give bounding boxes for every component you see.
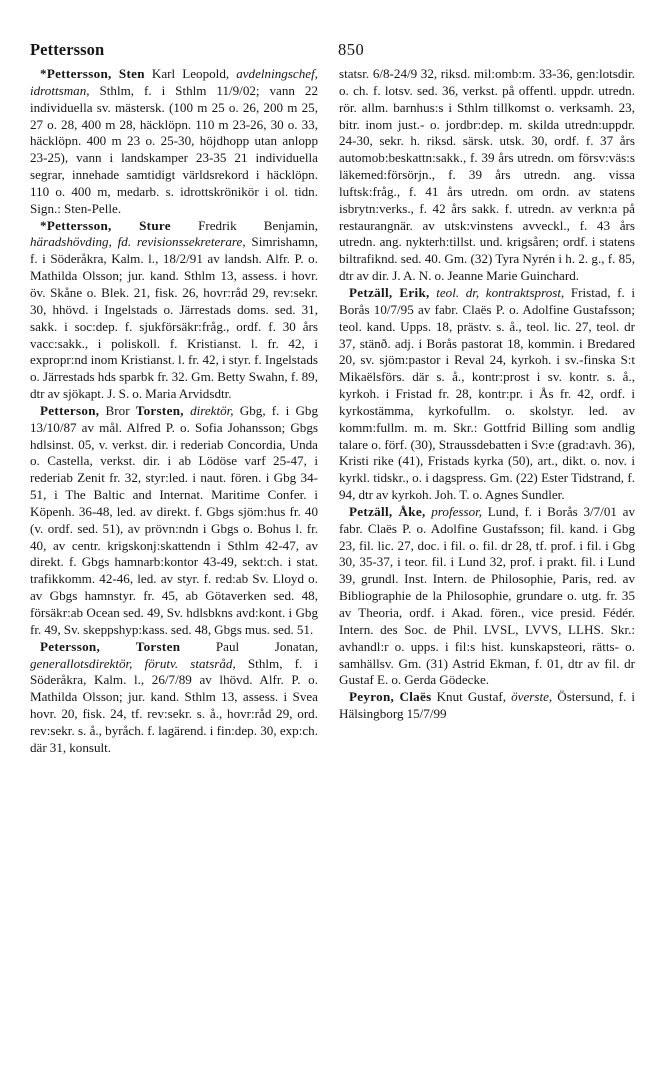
entry-sture-pettersson: [30, 218, 318, 403]
entry-title: överste,: [511, 689, 553, 705]
entry-given-names: Fredrik Benjamin,: [170, 217, 318, 233]
entry-given-names: Paul Jonatan,: [180, 638, 318, 654]
entry-title: direktör,: [183, 402, 234, 418]
entry-body: statsr. 6/8-24/9 32, riksd. mil:omb:m. 33-36, gen:lotsdir. o. ch. f. lotsv. sed. 36, verkst. på offentl. uppdr. utredn. rör. allm. barnhus:s i Sthlm tillkomst o. verksamh. 23, bitr. inom just.- o. jordbr:dep. m. skilda utredn:uppdr. 24-30, sekr. h. riksd. särsk. utsk. 30, ordf. f. 37 års automob:beskattn:sakk., f. 39 års utredn. om försv:väs:s läkemed:försörjn., f. 39 års utredn. ang. vissa luftsk:fråg., f. 41 års utredn. om ordn. av statens isbrytn:verks., f. 42 års sakk. f. utredn. av verkn:a på restaurangnär. av utsk:vinstens avveckl., f. 43 års utredn. ang. nykterh:tillst. und. krigsåren; ordf. i statens biltrafiknd. sed. 40. Gm. (32) Tyra Nyrén i h. 2. g., f. 85, dtr av dir. J. A. N. o. Jeanne Marie Guinchard.: [339, 66, 635, 284]
entry-body: Simrishamn, f. i Söderåkra, Kalm. l., 18/2/91 av landsh. Alfr. P. o. Mathilda Olsson; jur. kand. Sthlm 13, assess. i hovr. öv. Skåne o. Blek. 21, fisk. 26, hovr:råd 29, rev:sekr. 30, hhövd. i Ingelstads o. Järrestads doms. sed. 31, sakk. i soc:dep. f. sjukförsäkr:fråg., ordf. f. 30 års vacc:sakk., i poliskoll. f. Kristianst. l. fr. 42, i expropr:nd inom Kristianst. l. fr. 42, i styr. f. Ingelstads o. Järrestads hds sparbk fr. 32. Gm. Betty Swahn, f. 89, dtr av sjökapt. J. S. o. Maria Arvidsdtr.: [30, 234, 318, 402]
running-head: Pettersson: [30, 40, 105, 59]
entry-torsten-petterson: [30, 403, 318, 639]
left-column: [30, 66, 318, 757]
entry-body: Lund, f. i Borås 3/7/01 av fabr. Claës P. o. Adolfine Gustafsson; fil. kand. i Gbg 23, fil. lic. 27, doc. i fil. o. fil. dr 28, tf. prof. i fil. i Gbg 30, 35-37, i teor. fil. i Lund 32, prof. i prakt. fil. i Lund 39, grundl. Inst. Intern. de Philosophie, Paris, red. av Bibliographie de la Philosophie, grundare o. utg. fr. 35 av Theoria, ordf. i Akad. fören., vice presid. Fédér. Intern. des Soc. de Phil. LVSL, LVVS, LLHS. Skr.: avhandl:r o. upps. i fil:s hist. kunskapsteori, rätts- o. samhällsv. Gm. (31) Astrid Ekman, f. 01, dtr av fil. dr Gustaf E. o. Gerda Gödecke.: [339, 503, 635, 688]
entry-continuation: [339, 66, 635, 285]
page-header: [30, 40, 634, 64]
entry-name: *Pettersson, Sture: [40, 217, 171, 233]
entry-torsten-petersson: [30, 639, 318, 757]
entry-body: Östersund, f. i Hälsingborg 15/7/99: [339, 689, 635, 722]
entry-name: Petterson,: [40, 402, 100, 418]
entry-name: Petzäll, Åke,: [349, 503, 426, 519]
entry-sten-pettersson: [30, 66, 318, 218]
entry-title: generallotsdirektör, förutv. statsråd,: [30, 655, 236, 671]
entry-title: teol. dr, kontraktsprost,: [429, 284, 565, 300]
entry-given-names: Bror: [99, 402, 136, 418]
entry-name: Peyron, Claës: [349, 689, 432, 705]
entry-ake-petzall: [339, 504, 635, 689]
entry-claes-peyron: [339, 689, 635, 723]
entry-given-names: Karl Leopold,: [144, 66, 237, 81]
entry-erik-petzall: [339, 285, 635, 504]
entry-body: Gbg, f. i Gbg 13/10/87 av mål. Alfred P. o. Sofia Johansson; Gbgs hdlsinst. 05, v. verkst. dir. i rederiab Concordia, Unda o. Castella, verkst. dir. i ab Lödöse varf 25-47, i rederiab Zenit fr. 32, styr:led. i naut. fören. i Gbg 34-51, i The Baltic and Internat. Maritime Confer. i Köpenh. 36-48, led. av direkt. f. Gbgs sjöm:hus fr. 40 (v. ordf. sed. 51), av prövn:ndn i Gbgs o. Bohus l. fr. 40, av centr. krigskonj:skattendn i Sthlm 42-47, av direkt. f. Gbgs hamnarb:kontor 43-49, sekt:ch. i stat. trafikkomm. 42-46, led. av styr. f. red:ab Sv. Lloyd o. av Gbgs hamnstyr. fr. 45, ab Götaverken sed. 48, försäkr:ab Ocean sed. 49, Sv. hdlsbkns avd:kont. i Gbg fr. 49, Sv. skeppshyp:kass. sed. 48, Gbgs mus. sed. 51.: [30, 402, 318, 637]
entry-title: häradshövding, fd. revisionssekreterare,: [30, 234, 246, 250]
entry-body: Sthlm, f. i Söderåkra, Kalm. l., 26/7/89 av lhövd. Alfr. P. o. Mathilda Olsson; jur. kand. Sthlm 13, assess. i Svea hovr. 20, fisk. 24, tf. rev:sekr. s. å., hovr:råd 29, ord. rev:sekr. s. å., byråch. f. lagärend. i fin:dep. 30, exp:ch. där 31, konsult.: [30, 655, 318, 755]
entry-body: Fristad, f. i Borås 10/7/95 av fabr. Claës P. o. Adolfine Gustafsson; teol. kand. Upps. 18, prästv. s. å., teol. lic. 27, teol. dr 37, stänð. adj. i Borås pastorat 18, kommin. i Bredared 20, sv. sjöm:pastor i Reval 24, kyrkoh. i sv.-finska S:t Mikaëlsförs. där s. å., kontr:prost i sv. kontr. s. å., kyrkoh. i Fristad fr. 28, kontr:pr. i Ås fr. 42, ordf. i kyrkostämma, kyrkofullm. o. skolstyr. led. av komm:fullm. m. m. Skr.: Gottfrid Billing som andlig talare o. förf. (30), Straussdebatten i Sv:e (grad:avh. 36), Kristi rike (41), Fristads kyrka (50), art., dikt. o. nov. i kyrkl. tidskr., o. i dagspress. Gm. (22) Ester Tidstrand, f. 94, dtr av kyrkoh. Joh. T. o. Agnes Sundler.: [339, 284, 635, 503]
entry-title: professor,: [425, 503, 483, 519]
entry-body: Sthlm, f. i Sthlm 11/9/02; vann 22 individuella sv. mästersk. (100 m 25 o. 26, 200 m 25, 27 o. 28, 400 m 28, häcklöpn. 110 m 23-26, 30 o. 33, häcklöpn. 400 m 23 o. 25-30, höjdhopp utan anlopp 23-25), vann i landskamper 23-35 21 individuella segrar, innehade samtidigt världsrekord i häcklöpn. 110 o. 400 m, medarb. s. idrottskrönikör i ol. tidn. Sign.: Sten-Pelle.: [30, 82, 318, 216]
entry-given-names: Knut Gustaf,: [431, 689, 512, 705]
entry-name: *Pettersson, Sten: [40, 66, 145, 81]
entry-name: Petersson, Torsten: [40, 638, 181, 654]
right-column: [339, 66, 635, 723]
page-number: 850: [338, 40, 365, 59]
entry-name-called: Torsten,: [135, 402, 184, 418]
entry-title: avdelningschef, idrottsman,: [30, 66, 318, 98]
entry-name: Petzäll, Erik,: [349, 284, 430, 300]
